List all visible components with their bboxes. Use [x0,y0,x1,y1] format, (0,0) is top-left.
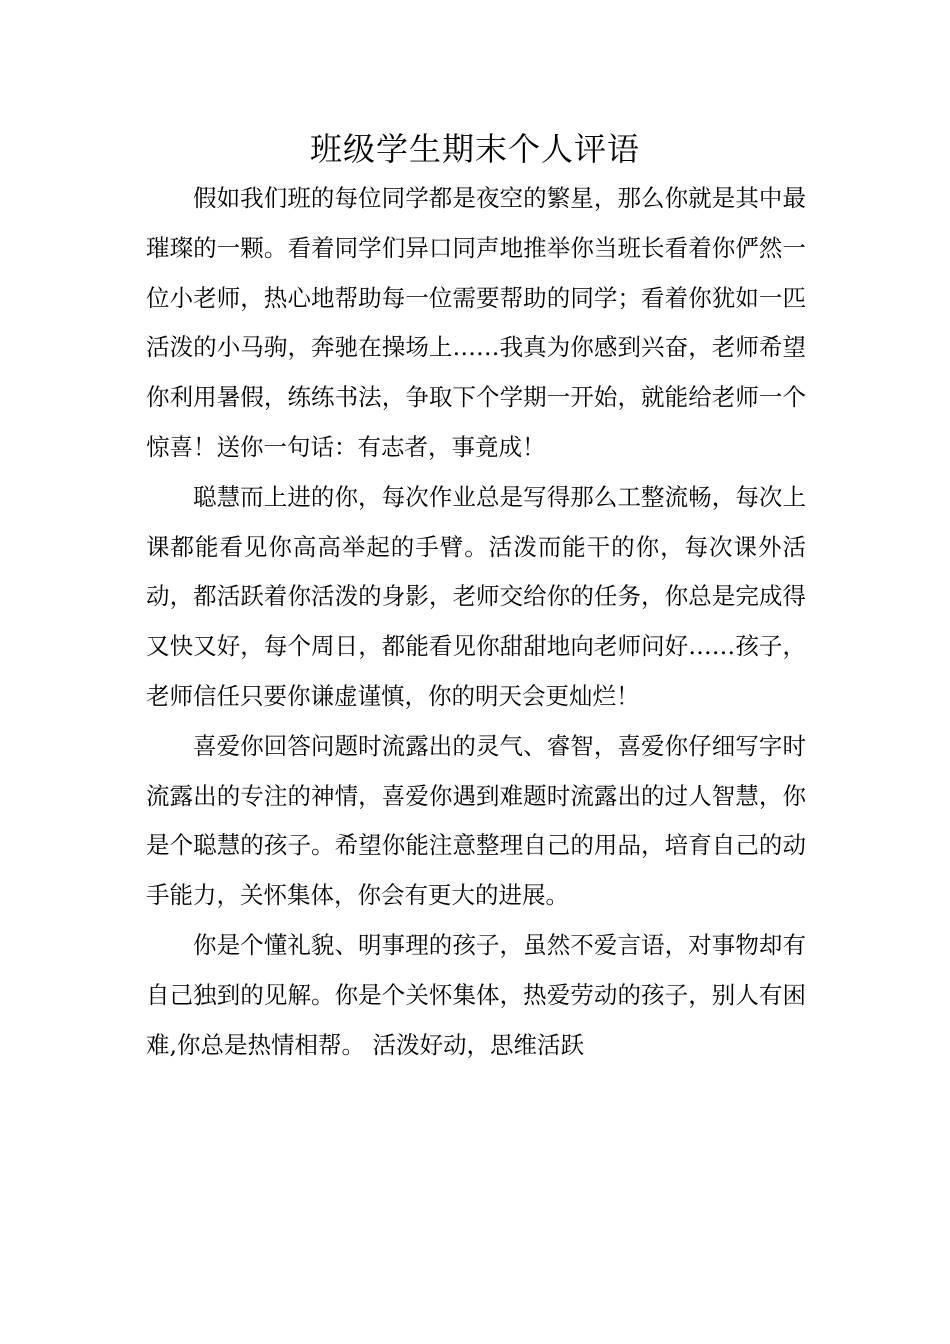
document-body [146,174,806,1070]
paragraph-2: 聪慧而上进的你，每次作业总是写得那么工整流畅，每次上课都能看见你高高举起的手臂。活泼而能干的你，每次课外活动，都活跃着你活泼的身影，老师交给你的任务，你总是完成得又快又好，每个周日，都能看见你甜甜地向老师问好……孩子，老师信任只要你谦虚谨慎，你的明天会更灿烂！ [146,482,806,710]
paragraph-3: 喜爱你回答问题时流露出的灵气、睿智，喜爱你仔细写字时流露出的专注的神情，喜爱你遇到难题时流露出的过人智慧，你是个聪慧的孩子。希望你能注意整理自己的用品，培育自己的动手能力，关怀集体，你会有更大的进展。 [146,731,806,910]
paragraph-1: 假如我们班的每位同学都是夜空的繁星，那么你就是其中最璀璨的一颗。看着同学们异口同声地推举你当班长看着你俨然一位小老师，热心地帮助每一位需要帮助的同学；看着你犹如一匹活泼的小马驹，奔驰在操场上……我真为你感到兴奋，老师希望你利用暑假，练练书法，争取下个学期一开始，就能给老师一个惊喜！送你一句话：有志者，事竟成！ [146,184,806,461]
paragraph-4: 你是个懂礼貌、明事理的孩子，虽然不爱言语，对事物却有自己独到的见解。你是个关怀集体，热爱劳动的孩子，别人有困难,你总是热情相帮。 活泼好动，思维活跃 [146,930,806,1059]
page-title: 班级学生期末个人评语 [309,130,640,168]
